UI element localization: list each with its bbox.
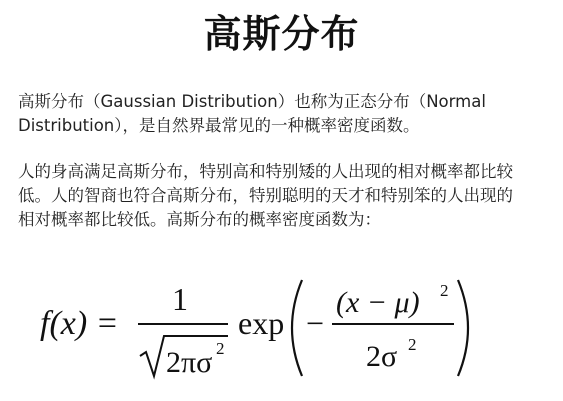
- formula-inner-numerator: (x − μ): [336, 286, 420, 319]
- formula-minus: −: [306, 305, 325, 341]
- formula-numerator: 1: [172, 281, 188, 317]
- right-parenthesis: [458, 280, 468, 376]
- formula-denominator: 2πσ: [166, 346, 213, 379]
- formula-inner-denominator: 2σ: [366, 340, 398, 373]
- left-parenthesis: [292, 280, 302, 376]
- gaussian-pdf-formula: [40, 276, 480, 386]
- page-title: 高斯分布: [203, 12, 360, 56]
- formula-inner-denominator-exponent: 2: [408, 335, 417, 354]
- formula-inner-numerator-exponent: 2: [440, 281, 449, 300]
- formula-lhs: f(x) =: [40, 305, 119, 342]
- description-paragraph: 人的身高满足高斯分布，特别高和特别矮的人出现的相对概率都比较低。人的智商也符合高斯分布，特别聪明的天才和特别笨的人出现的相对概率都比较低。高斯分布的概率密度函数为：: [18, 162, 513, 229]
- formula-denominator-exponent: 2: [216, 339, 225, 358]
- intro-paragraph: 高斯分布（Gaussian Distribution）也称为正态分布（Normal Distribution），是自然界最常见的一种概率密度函数。: [18, 92, 486, 135]
- formula-exp: exp: [238, 305, 285, 341]
